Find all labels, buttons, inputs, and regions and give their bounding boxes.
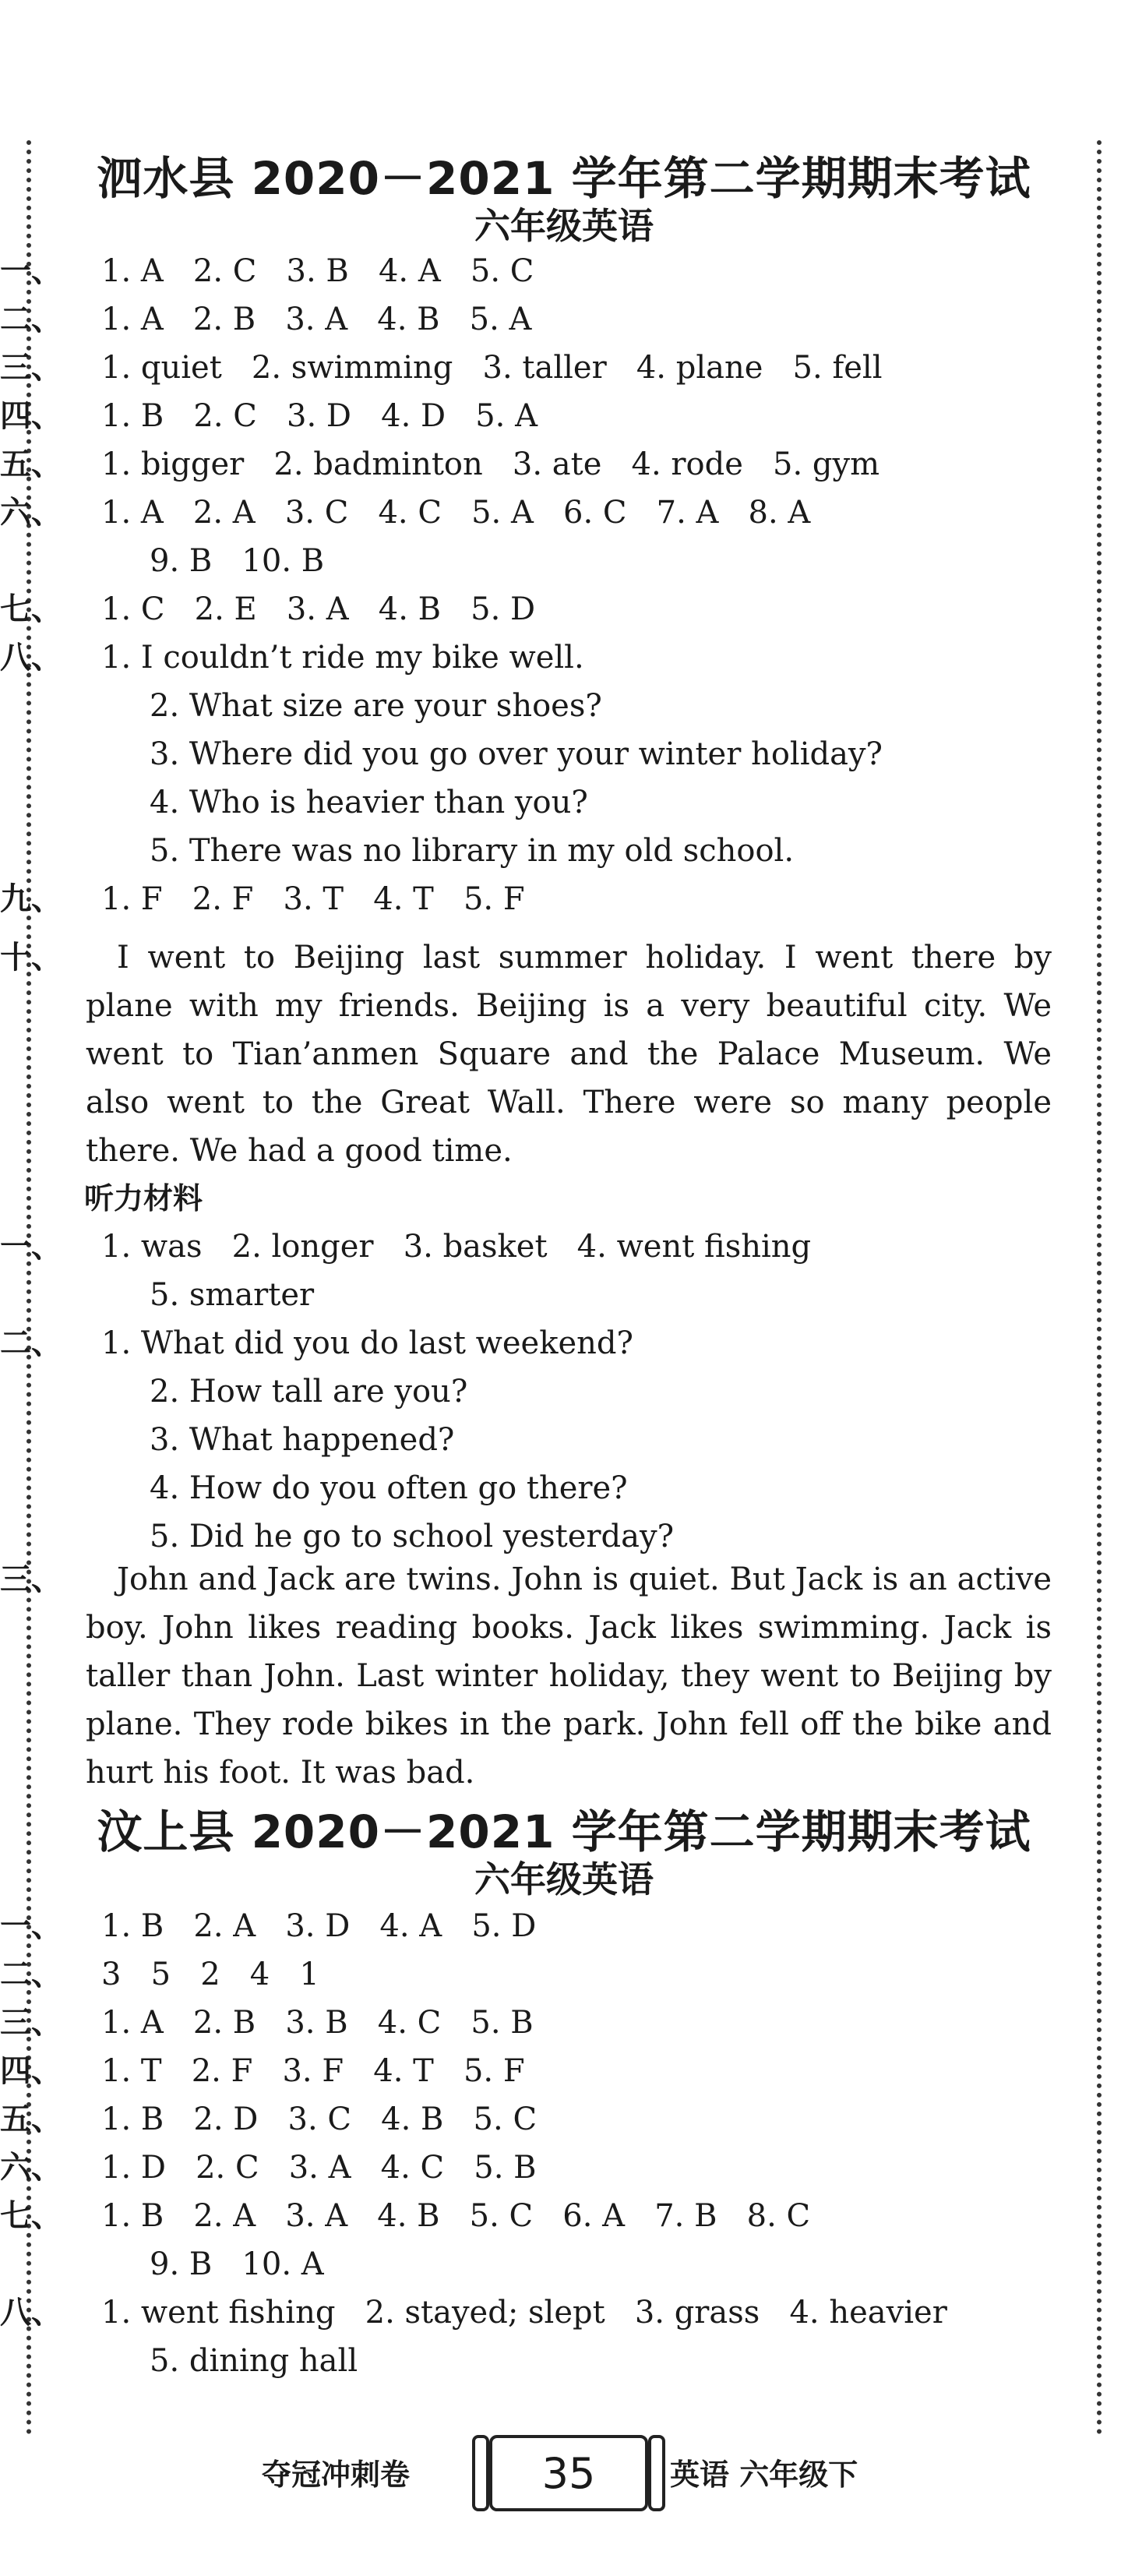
page-footer	[0, 2427, 1128, 2513]
question-label: 五、	[0, 446, 62, 482]
question-label: 八、	[0, 640, 62, 676]
question-label: 九、	[0, 881, 62, 917]
answer-text: 1. D 2. C 3. A 4. C 5. B	[101, 2150, 537, 2186]
answer-text: 3. Where did you go over your winter holiday?	[150, 736, 883, 772]
answer-row	[0, 1903, 537, 1950]
question-label: 二、	[0, 302, 62, 337]
question-label: 七、	[0, 591, 62, 627]
answer-row	[86, 1417, 454, 1463]
listening-essay-label: 三、	[0, 1561, 62, 1597]
answer-text: 3. What happened?	[150, 1422, 455, 1458]
answer-text: 1. What did you do last weekend?	[101, 1325, 633, 1361]
answer-row	[0, 876, 525, 923]
answer-row	[0, 2096, 538, 2143]
exam1-title: 泗水县 2020－2021 学年第二学期期末考试	[97, 152, 1031, 205]
exam1-essay-label: 十、	[0, 940, 62, 976]
answer-text: 4. Who is heavier than you?	[150, 785, 588, 820]
answer-row	[86, 2241, 324, 2288]
answer-row	[86, 779, 588, 826]
exam1-subtitle: 六年级英语	[474, 205, 654, 247]
question-label: 六、	[0, 2150, 62, 2186]
answer-row	[86, 827, 794, 874]
answer-row	[86, 1272, 314, 1318]
subject-grade: 英语 六年级下	[670, 2458, 858, 2492]
answer-row	[86, 538, 324, 584]
answer-row	[0, 2144, 537, 2191]
answer-text: 2. How tall are you?	[150, 1374, 468, 1410]
answer-row	[86, 731, 883, 778]
question-label: 六、	[0, 495, 62, 531]
question-label: 八、	[0, 2295, 62, 2331]
exam1-essay-text: I went to Beijing last summer holiday. I went there by plane with my friends. Beijing is a very beautiful city. We went to Tian’anmen Square and the Palace Museum. We also went to the Great Wall. There were so many people there. We had a good time.	[86, 940, 1052, 1169]
question-label: 二、	[0, 1957, 62, 1992]
answer-text: 1. A 2. B 3. A 4. B 5. A	[101, 302, 532, 337]
question-label: 二、	[0, 1325, 62, 1361]
answer-row	[0, 634, 584, 681]
answer-text: 1. I couldn’t ride my bike well.	[101, 640, 584, 676]
answer-row	[86, 1513, 674, 1560]
answer-text: 3 5 2 4 1	[101, 1957, 319, 1992]
question-label: 一、	[0, 253, 62, 289]
exam2-subtitle: 六年级英语	[474, 1858, 654, 1900]
answer-row	[0, 441, 880, 488]
answer-row	[0, 393, 538, 439]
question-label: 一、	[0, 1908, 62, 1944]
answer-text: 5. smarter	[150, 1277, 315, 1313]
answer-text: 1. B 2. A 3. A 4. B 5. C 6. A 7. B 8. C	[101, 2198, 811, 2234]
answer-text: 1. B 2. D 3. C 4. B 5. C	[101, 2101, 538, 2137]
answer-row	[0, 586, 536, 633]
answer-row	[0, 1999, 534, 2046]
answer-text: 1. went fishing 2. stayed; slept 3. grass 4. heavier	[101, 2295, 947, 2331]
answer-row	[0, 2193, 811, 2239]
answer-text: 9. B 10. A	[150, 2246, 324, 2282]
answer-row	[0, 344, 883, 391]
answer-row	[86, 1368, 467, 1415]
answer-text: 1. B 2. A 3. D 4. A 5. D	[101, 1908, 537, 1944]
listening-essay-text: John and Jack are twins. John is quiet. But Jack is an active boy. John likes reading books. Jack likes swimming. Jack is taller than John. Last winter holiday, they went to Beijing by plane. They rode bikes in the park. John fell off the bike and hurt his foot. It was bad.	[86, 1561, 1052, 1791]
answer-text: 1. was 2. longer 3. basket 4. went fishing	[101, 1229, 812, 1265]
page-number: 35	[541, 2449, 596, 2498]
right-dotted-border	[1097, 140, 1102, 2436]
answer-text: 2. What size are your shoes?	[150, 688, 602, 724]
answer-text: 1. F 2. F 3. T 4. T 5. F	[101, 881, 525, 917]
answer-text: 1. A 2. A 3. C 4. C 5. A 6. C 7. A 8. A	[101, 495, 811, 531]
answer-row	[0, 296, 532, 343]
question-label: 一、	[0, 1229, 62, 1265]
answer-text: 9. B 10. B	[150, 543, 325, 579]
series-name: 夺冠冲刺卷	[262, 2458, 411, 2492]
answer-text: 1. T 2. F 3. F 4. T 5. F	[101, 2053, 525, 2089]
answer-row	[0, 2289, 947, 2336]
answer-text: 1. A 2. C 3. B 4. A 5. C	[101, 253, 534, 289]
question-label: 五、	[0, 2101, 62, 2137]
answer-text: 5. Did he go to school yesterday?	[150, 1519, 675, 1554]
answer-row	[0, 2048, 525, 2094]
answer-text: 1. A 2. B 3. B 4. C 5. B	[101, 2005, 534, 2041]
listening-essay	[0, 1555, 1052, 1797]
answer-text: 1. bigger 2. badminton 3. ate 4. rode 5. gym	[101, 446, 880, 482]
question-label: 三、	[0, 350, 62, 386]
answer-text: 5. There was no library in my old school.	[150, 833, 795, 869]
exam2-title: 汶上县 2020－2021 学年第二学期期末考试	[97, 1805, 1031, 1858]
answer-text: 5. dining hall	[150, 2343, 358, 2379]
question-label: 七、	[0, 2198, 62, 2234]
answer-row	[86, 1465, 628, 1512]
answer-row	[0, 248, 534, 295]
answer-row	[0, 489, 811, 536]
answer-row	[0, 1951, 319, 1998]
answer-text: 1. C 2. E 3. A 4. B 5. D	[101, 591, 536, 627]
answer-text: 1. B 2. C 3. D 4. D 5. A	[101, 398, 538, 434]
answer-row	[0, 1223, 812, 1270]
answer-row	[86, 683, 602, 729]
page-number-scroll	[489, 2435, 648, 2511]
listening-heading: 听力材料	[84, 1181, 203, 1216]
question-label: 四、	[0, 398, 62, 434]
answer-text: 4. How do you often go there?	[150, 1470, 628, 1506]
answer-row	[0, 1320, 633, 1367]
answer-text: 1. quiet 2. swimming 3. taller 4. plane 5. fell	[101, 350, 883, 386]
question-label: 三、	[0, 2005, 62, 2041]
exam1-essay	[0, 933, 1052, 1175]
question-label: 四、	[0, 2053, 62, 2089]
answer-row	[86, 2338, 358, 2384]
